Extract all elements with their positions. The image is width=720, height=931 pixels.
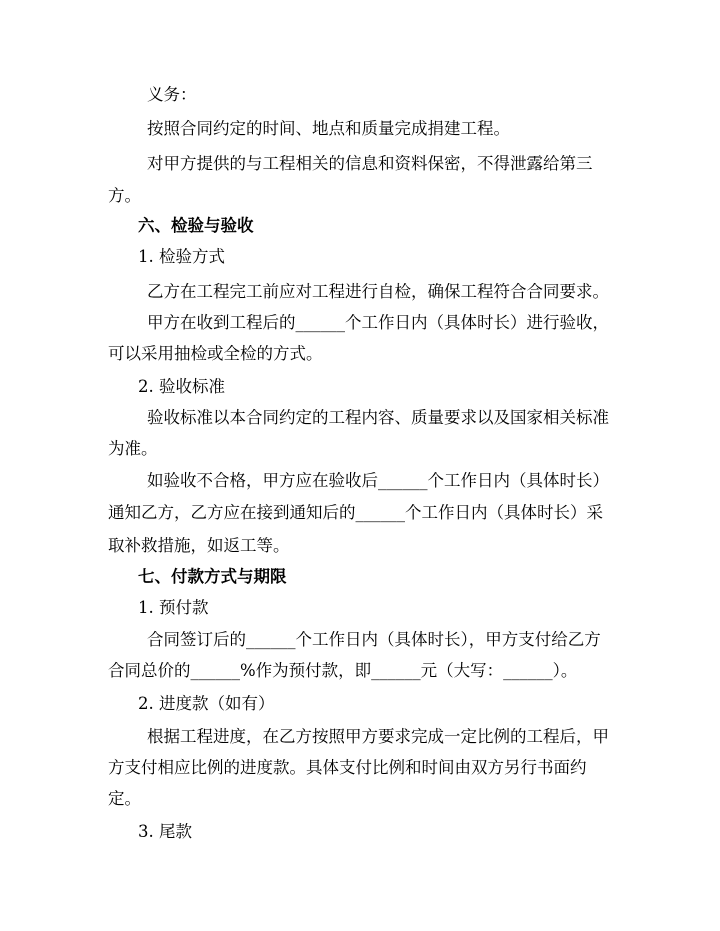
subsection-heading-final-payment: 3. 尾款 <box>138 822 192 841</box>
paragraph-line: 甲方在收到工程后的______个工作日内（具体时长）进行验收， <box>147 313 609 332</box>
paragraph-line: 定。 <box>108 789 141 808</box>
paragraph-obligation-label: 义务： <box>147 85 197 104</box>
paragraph-line: 合同签订后的______个工作日内（具体时长），甲方支付给乙方 <box>147 630 601 649</box>
paragraph-line: 验收标准以本合同约定的工程内容、质量要求以及国家相关标准 <box>147 408 609 427</box>
subsection-heading-acceptance-standard: 2. 验收标准 <box>138 377 225 396</box>
section-heading-inspection: 六、检验与验收 <box>138 216 254 235</box>
paragraph-line: 方支付相应比例的进度款。具体支付比例和时间由双方另行书面约 <box>108 758 587 777</box>
paragraph-line: 合同总价的______%作为预付款，即______元（大写：______）。 <box>108 661 578 680</box>
paragraph-line: 按照合同约定的时间、地点和质量完成捐建工程。 <box>147 119 510 138</box>
subsection-heading-inspection-method: 1. 检验方式 <box>138 247 225 266</box>
paragraph-line: 根据工程进度，在乙方按照甲方要求完成一定比例的工程后，甲 <box>147 727 609 746</box>
section-heading-payment: 七、付款方式与期限 <box>138 567 287 586</box>
paragraph-line: 通知乙方，乙方应在接到通知后的______个工作日内（具体时长）采 <box>108 503 603 522</box>
subsection-heading-progress-payment: 2. 进度款（如有） <box>138 694 275 713</box>
subsection-heading-advance-payment: 1. 预付款 <box>138 598 209 617</box>
paragraph-line: 可以采用抽检或全检的方式。 <box>108 344 323 363</box>
paragraph-line: 取补救措施，如返工等。 <box>108 536 290 555</box>
paragraph-line: 方。 <box>108 186 141 205</box>
paragraph-line: 如验收不合格，甲方应在验收后______个工作日内（具体时长） <box>147 471 609 490</box>
paragraph-line: 为准。 <box>108 439 158 458</box>
paragraph-line: 乙方在工程完工前应对工程进行自检，确保工程符合合同要求。 <box>147 282 609 301</box>
paragraph-line: 对甲方提供的与工程相关的信息和资料保密，不得泄露给第三 <box>147 154 593 173</box>
